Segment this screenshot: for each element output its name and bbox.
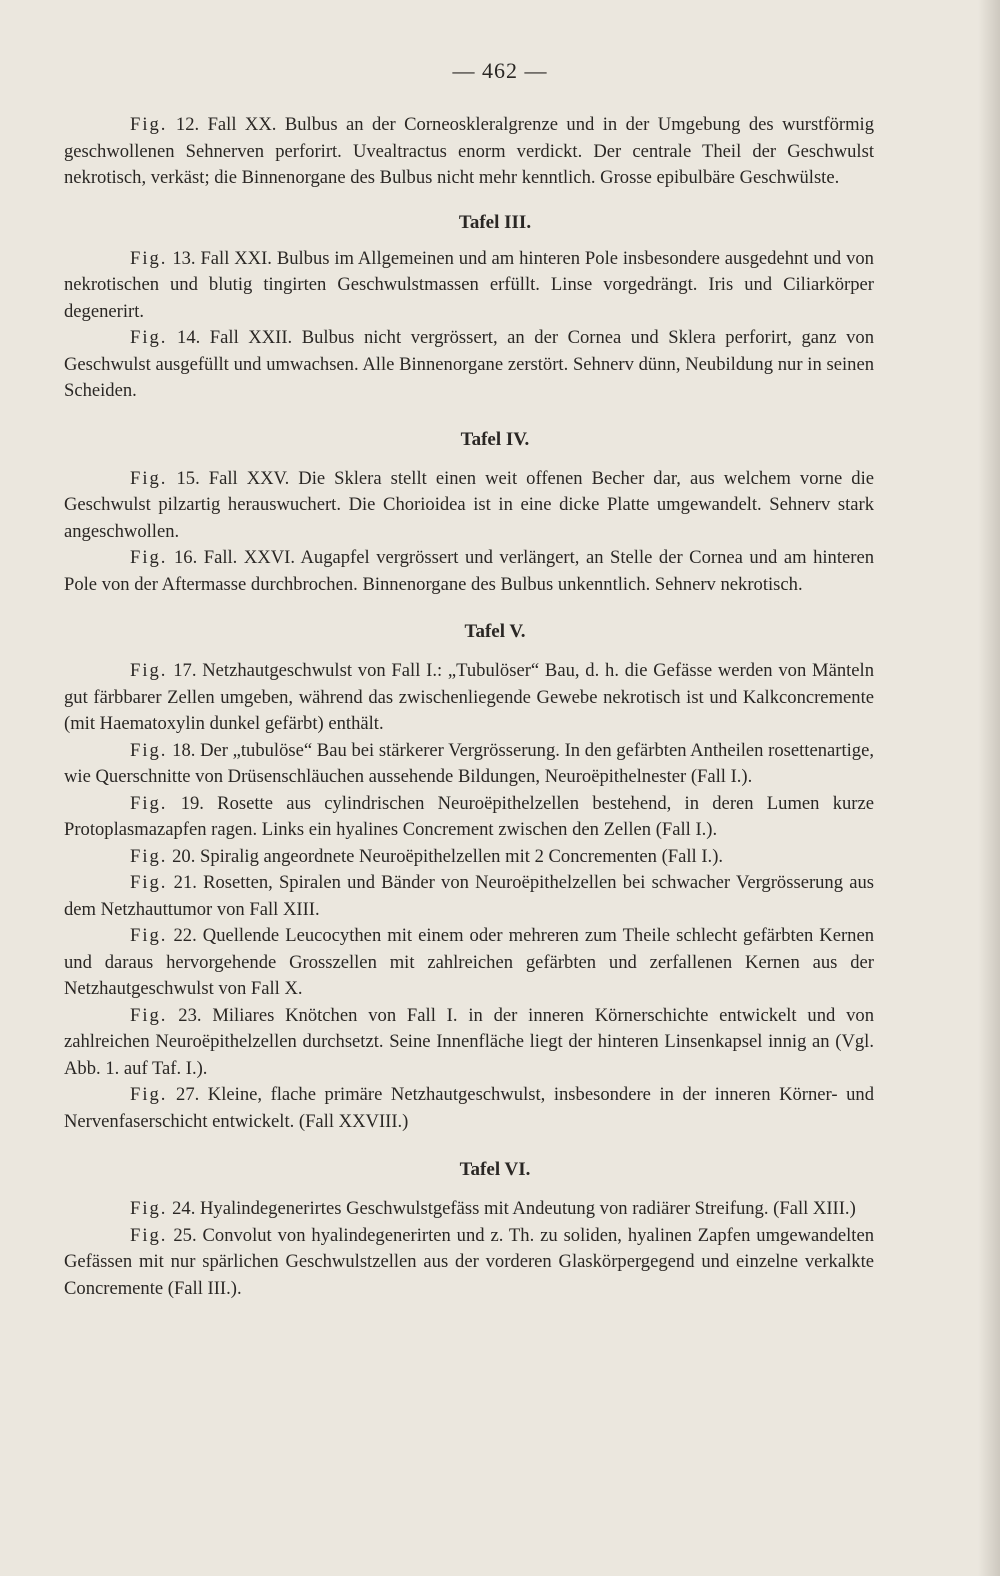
figure-entry-15 [64,466,874,546]
figure-label: Fig. [130,739,168,761]
figure-label: Fig. [130,1084,168,1105]
page-number: — 462 — [452,58,548,83]
figure-caption: 17. Netzhautgeschwulst von Fall I.: „Tubulöser“ Bau, d. h. die Gefässe werden von Mänteln gut färbbarer Zellen umgeben, während das zwischenliegende Gewebe nekrotisch ist und Kalkconcremente (mit Haematoxylin dunkel gefärbt) enthält. [64,660,874,734]
figure-caption: 12. Fall XX. Bulbus an der Corneoskleralgrenze und in der Umgebung des wurstförmig geschwollenen Sehnerven perforirt. Uvealtractus enorm verdickt. Der centrale Theil der Geschwulst nekrotisch, verkäst; die Binnenorgane des Bulbus nicht mehr kenntlich. Grosse epibulbäre Geschwülste. [64,114,874,188]
figure-label: Fig. [130,114,168,135]
figure-caption: 23. Miliares Knötchen von Fall I. in der inneren Körnerschichte entwickelt und von zahlreichen Neuroëpithelzellen durchsetzt. Seine Innenfläche liegt der hinteren Linsenkapsel innig an (Vgl. Abb. 1. auf Taf. I.). [64,1004,874,1079]
figure-entry-19 [64,791,874,844]
figure-label: Fig. [130,247,168,269]
figure-label: Fig. [130,467,168,489]
section-heading-tafel-v: Tafel V. [464,621,526,642]
figure-caption: 14. Fall XXII. Bulbus nicht vergrössert, an der Cornea und Sklera perforirt, ganz von Geschwulst ausgefüllt und umwachsen. Alle Binnenorgane zerstört. Sehnerv dünn, Neubildung nur in seinen Scheiden. [64,327,874,401]
figure-entry-24 [64,1196,874,1223]
figure-caption: 27. Kleine, flache primäre Netzhautgeschwulst, insbesondere in der inneren Körner- und Nervenfaserschicht entwickelt. (Fall XXVIII.) [64,1084,875,1132]
figure-label: Fig. [130,925,168,946]
figure-caption: 21. Rosetten, Spiralen und Bänder von Neuroëpithelzellen bei schwacher Vergrösserung aus dem Netzhauttumor von Fall XIII. [64,872,874,920]
section-heading-tafel-vi: Tafel VI. [459,1159,531,1180]
figure-caption: 13. Fall XXI. Bulbus im Allgemeinen und am hinteren Pole insbesondere ausgedehnt und von nekrotischen und blutig tingirten Geschwulstmassen erfüllt. Linse vorgedrängt. Iris und Ciliarkörper degenerirt. [64,247,874,322]
figure-entry-14 [64,325,874,405]
figure-entry-20 [64,844,874,871]
figure-label: Fig. [130,1224,168,1246]
figure-entry-22 [64,923,874,1003]
figure-entry-27 [64,1082,874,1135]
figure-entry-25 [64,1223,874,1303]
figure-label: Fig. [130,547,168,568]
figure-caption: 20. Spiralig angeordnete Neuroëpithelzellen mit 2 Concrementen (Fall I.). [172,845,724,867]
figure-label: Fig. [130,1004,168,1026]
figure-entry-12 [64,112,874,192]
figure-entry-23 [64,1003,874,1083]
page-body [64,112,874,1302]
figure-label: Fig. [130,660,168,681]
figure-entry-13 [64,246,874,326]
figure-entry-16 [64,545,874,598]
figure-caption: 22. Quellende Leucocythen mit einem oder mehreren zum Theile schlecht gefärbten Kernen und daraus hervorgehende Grosszellen mit zahlreichen gefärbten und zerfallenen Kernen aus der Netzhautgeschwulst von Fall X. [64,925,874,999]
figure-entry-21 [64,870,874,923]
figure-label: Fig. [130,872,168,893]
figure-label: Fig. [130,1198,168,1219]
page-edge-shadow [978,0,1000,1576]
figure-caption: 15. Fall XXV. Die Sklera stellt einen weit offenen Becher dar, aus welchem vorne die Geschwulst pilzartig herauswuchert. Die Chorioidea ist in eine dicke Platte umgewandelt. Sehnerv stark angeschwollen. [64,467,874,542]
figure-label: Fig. [130,845,168,867]
figure-caption: 19. Rosette aus cylindrischen Neuroëpithelzellen bestehend, in deren Lumen kurze Protoplasmazapfen ragen. Links ein hyalines Concrement zwischen den Zellen (Fall I.). [64,792,874,840]
figure-caption: 24. Hyalindegenerirtes Geschwulstgefäss mit Andeutung von radiärer Streifung. (Fall XIII.) [172,1198,856,1219]
figure-caption: 16. Fall. XXVI. Augapfel vergrössert und verlängert, an Stelle der Cornea und am hinteren Pole von der Aftermasse durchbrochen. Binnenorgane des Bulbus unkenntlich. Sehnerv nekrotisch. [64,547,874,595]
figure-label: Fig. [130,792,168,814]
figure-entry-17 [64,658,874,738]
figure-label: Fig. [130,327,168,348]
figure-caption: 25. Convolut von hyalindegenerirten und z. Th. zu soliden, hyalinen Zapfen umgewandelten Gefässen mit nur spärlichen Geschwulstzellen aus der vorderen Glaskörpergegend und einzelne verkalkte Concremente (Fall III.). [64,1224,875,1299]
section-heading-tafel-iii: Tafel III. [458,211,532,233]
figure-entry-18 [64,738,874,791]
section-heading-tafel-iv: Tafel IV. [460,428,530,450]
figure-caption: 18. Der „tubulöse“ Bau bei stärkerer Vergrösserung. In den gefärbten Antheilen rosettenartige, wie Querschnitte von Drüsenschläuchen aussehende Bildungen, Neuroëpithelnester (Fall I.). [64,739,874,787]
